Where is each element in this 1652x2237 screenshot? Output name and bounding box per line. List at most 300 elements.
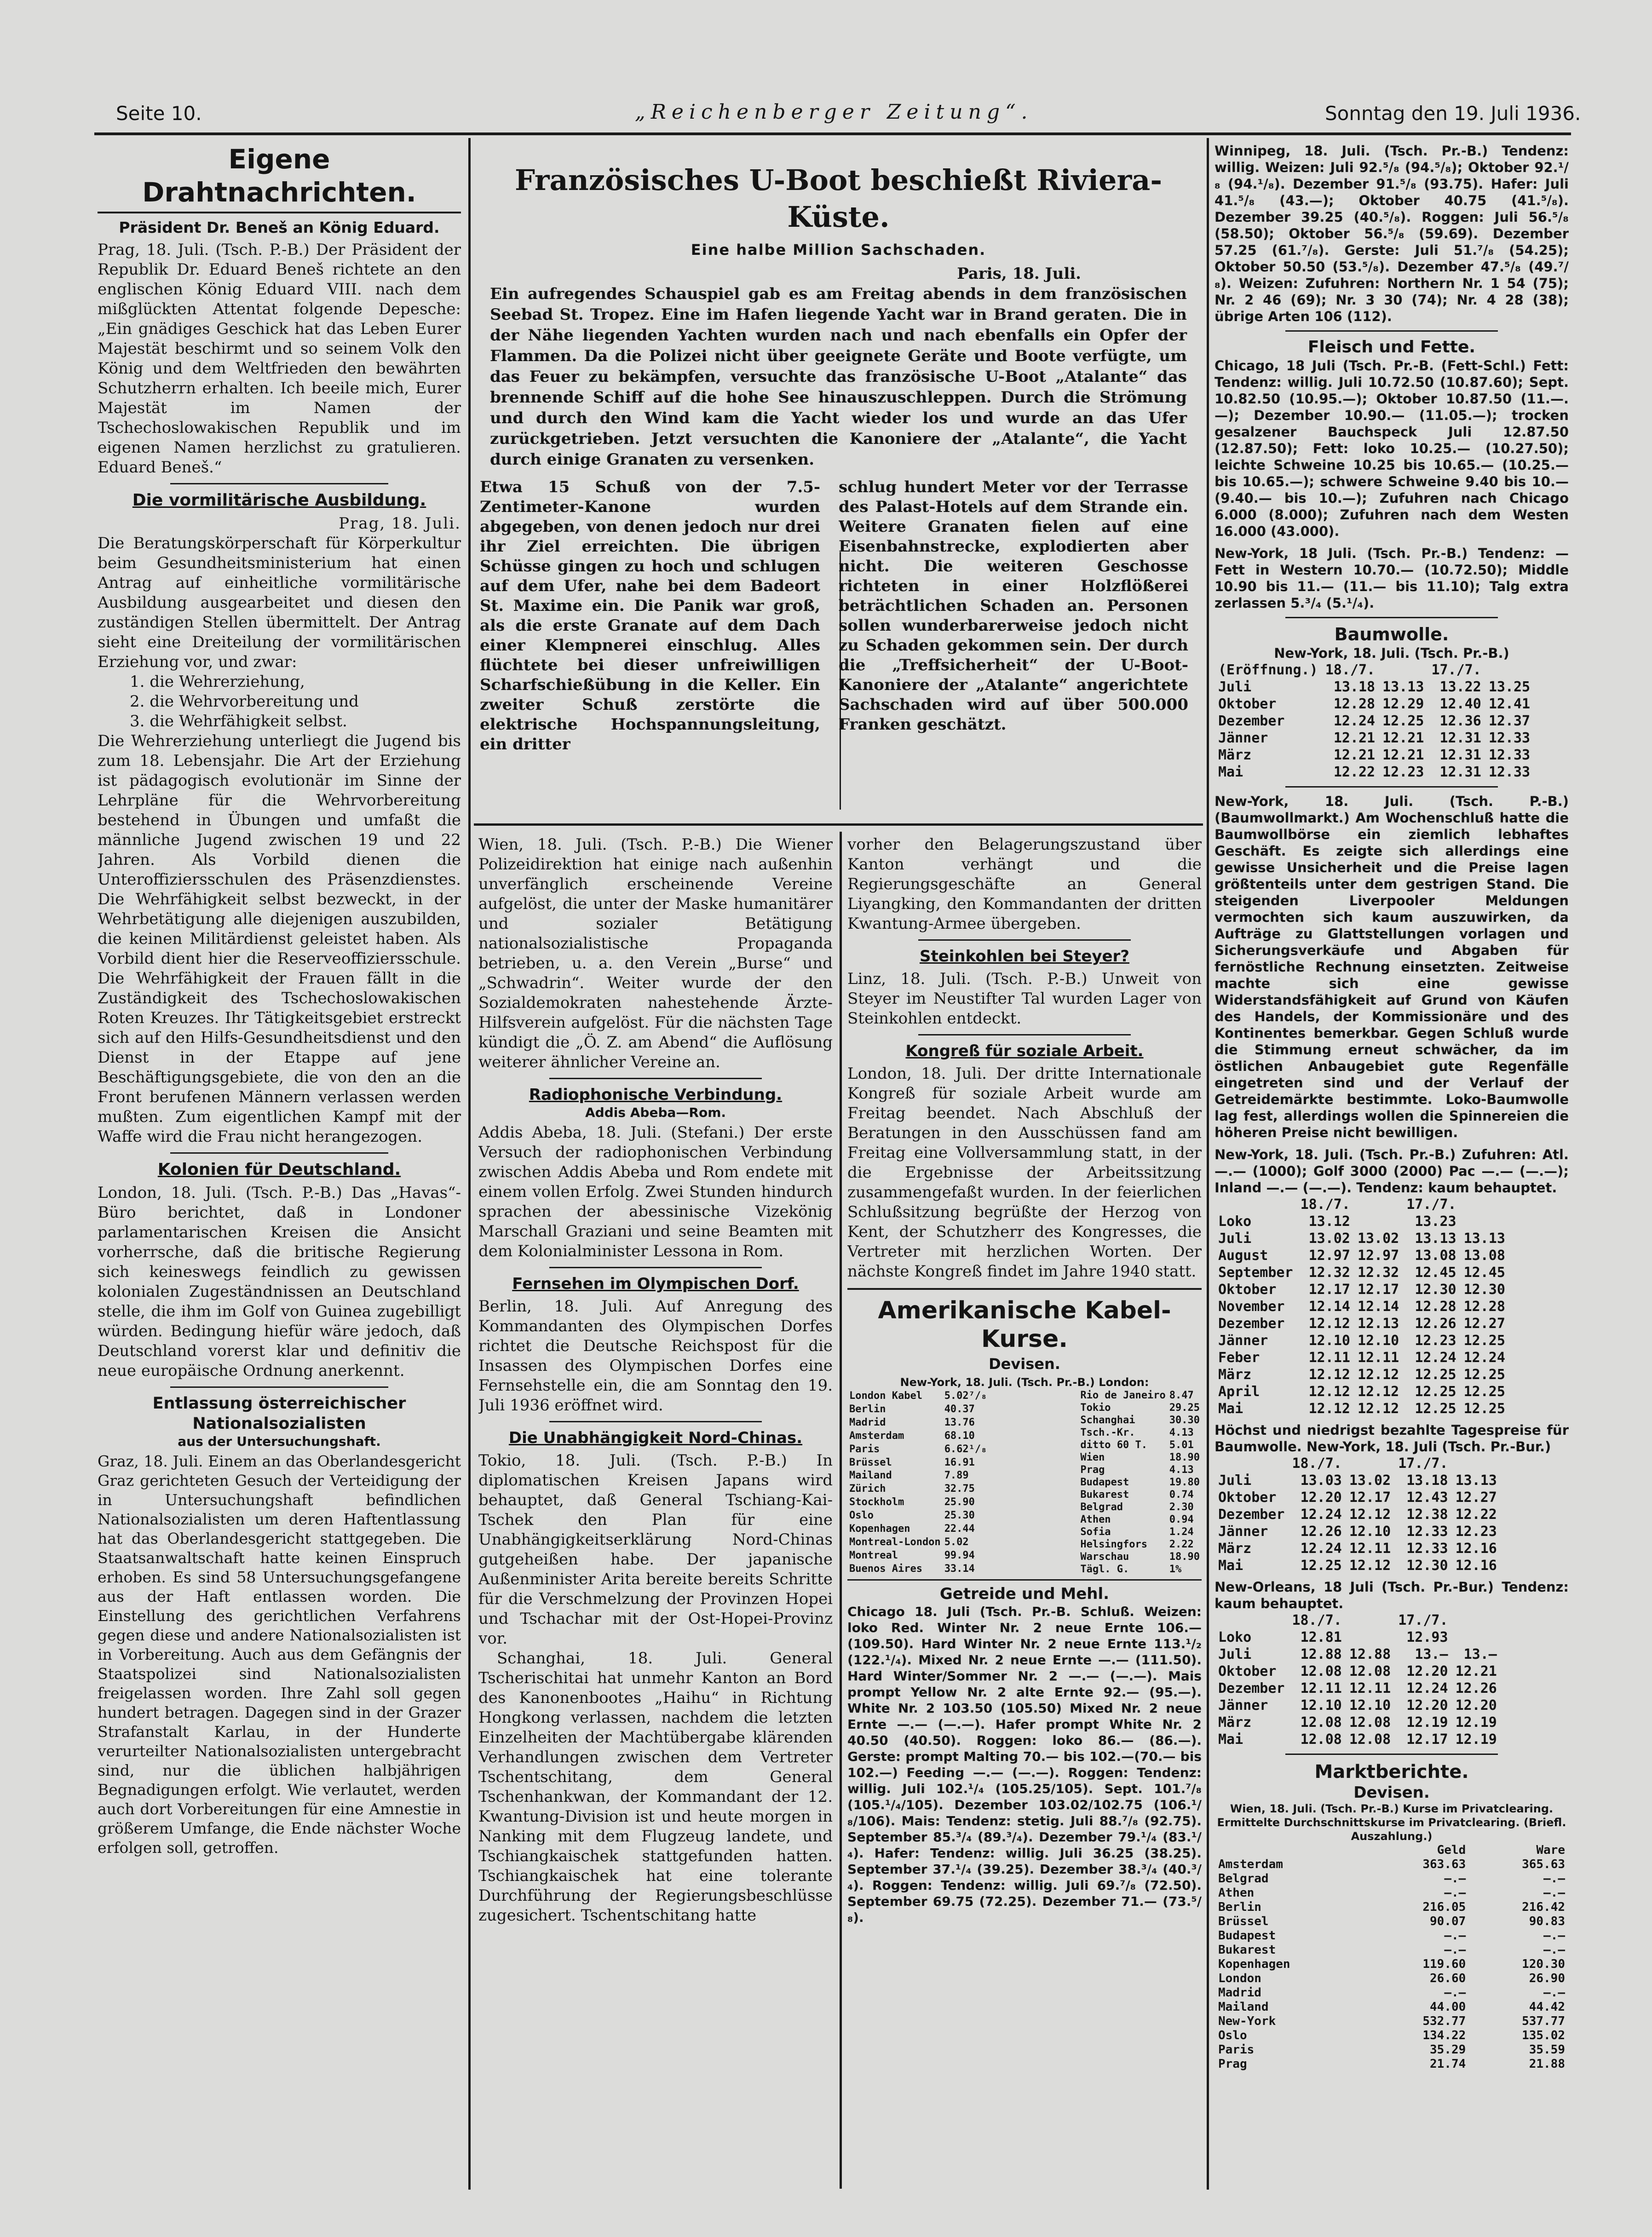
table-cell: 12.20 bbox=[1300, 1489, 1342, 1506]
table-cell: Kopenhagen bbox=[849, 1523, 910, 1535]
table-cell: 2.22 bbox=[1169, 1539, 1194, 1550]
table-cell: Belgrad bbox=[1218, 1872, 1269, 1886]
table-cell: 134.22 bbox=[1422, 2029, 1466, 2042]
table-cell: 13.13 bbox=[1382, 679, 1424, 695]
divider bbox=[170, 483, 388, 484]
table-cell: 13.18 bbox=[1406, 1472, 1448, 1489]
table-row bbox=[847, 1416, 989, 1429]
table-cell: 12.12 bbox=[1308, 1384, 1350, 1400]
table-header-cell: (Eröffnung.) bbox=[1218, 662, 1318, 678]
table-cell: 13.22 bbox=[1439, 679, 1481, 695]
table-cell: 12.10 bbox=[1357, 1333, 1399, 1349]
table-cell: —.— bbox=[1444, 1986, 1466, 2000]
table-cell: Feber bbox=[1218, 1350, 1260, 1366]
table-cell: Budapest bbox=[1218, 1929, 1276, 1943]
table-cell: Oktober bbox=[1218, 1489, 1277, 1506]
table-cell: 12.28 bbox=[1463, 1299, 1505, 1315]
table-cell: Budapest bbox=[1080, 1477, 1129, 1488]
table-cell: 12.97 bbox=[1357, 1248, 1399, 1264]
table-cell: Mai bbox=[1218, 1558, 1243, 1574]
table-row bbox=[847, 1429, 989, 1443]
table-cell: 12.16 bbox=[1455, 1558, 1497, 1574]
table-cell: 12.19 bbox=[1406, 1714, 1448, 1731]
table-row bbox=[847, 1482, 989, 1495]
table-cell: 12.27 bbox=[1455, 1489, 1497, 1506]
table-row bbox=[847, 1443, 989, 1456]
column-rule-3 bbox=[1207, 138, 1209, 2190]
table-row bbox=[1215, 1523, 1501, 1540]
article-head-tv: Fernsehen im Olympischen Dorf. bbox=[512, 1275, 799, 1293]
table-row bbox=[1215, 1506, 1501, 1523]
table-cell: 30.30 bbox=[1169, 1415, 1200, 1426]
table-cell: 13.03 bbox=[1300, 1472, 1342, 1489]
table-row bbox=[1215, 1714, 1501, 1731]
table-header-cell bbox=[1215, 1196, 1297, 1213]
table-cell: 12.14 bbox=[1308, 1299, 1350, 1315]
article-body-china-1: Tokio, 18. Juli. (Tsch. P.-B.) In diplomatischen Kreisen Japans wird behauptet, daß General Tschiang-Kai-Tschek den Plan für eine Unabhängigkeitserklärung Nord-Chinas gutgeheißen habe. Der japanische Außenminister Arita bereite bereits Schritte für die Verschmelzung der Provinzen Hopei und Tschachar mit der Ost-Hopei-Provinz vor. bbox=[478, 1451, 833, 1648]
table-cell: 1.24 bbox=[1169, 1526, 1194, 1538]
masthead: „Reichenberger Zeitung“. bbox=[635, 100, 1033, 124]
table-row bbox=[1215, 679, 1534, 696]
article-body-colonies: London, 18. Juli. (Tsch. P.-B.) Das „Havas“-Büro berichtet, daß in Londoner parlamentarischen Kreisen die Ansicht vorherrsche, daß die britische Regierung sich keineswegs feindlich zu gewissen kolonialen Zugeständnissen an Deutschland stelle, die ihm im Golf von Guinea zugebilligt würden. Bedingung hiefür wäre jedoch, daß Deutschland vorerst klar und definitiv die neue europäische Ordnung anerkennt. bbox=[98, 1184, 461, 1380]
divider bbox=[170, 1152, 388, 1154]
lead-subhead: Eine halbe Million Sachschaden. bbox=[691, 241, 986, 259]
table-cell: 25.30 bbox=[944, 1510, 975, 1522]
table-cell: Mai bbox=[1218, 764, 1243, 780]
table-cell: Berlin bbox=[849, 1403, 886, 1415]
table-cell: 21.74 bbox=[1430, 2057, 1466, 2071]
table-row bbox=[1215, 1929, 1569, 1943]
divider bbox=[549, 1078, 762, 1079]
lead-intro: Ein aufregendes Schauspiel gab es am Freitag abends in dem französischen Seebad St. Tropez. Eine im Hafen liegende Yacht war in Brand geraten. Die in der Nähe liegenden Yachten wurden nach und nach ebenfalls ein Opfer der Flammen. Da die Polizei nicht über geeignete Geräte und Boote verfügte, um das Feuer zu bekämpfen, versuchte das französische U-Boot „Atalante“ das brennende Schiff auf die hohe See hinauszuschleppen. Durch die Strömung und durch den Wind kam die Yacht wieder los und wurde an das Ufer zurückgetrieben. Jetzt versuchten die Kanoniere der „Atalante“, die Yacht durch einige Granaten zu versenken. bbox=[490, 285, 1187, 469]
table-cell: 13.13 bbox=[1415, 1231, 1456, 1247]
table-cell: 12.16 bbox=[1455, 1541, 1497, 1557]
table-cell: 12.24 bbox=[1406, 1680, 1448, 1696]
table-cell: 68.10 bbox=[944, 1430, 975, 1442]
table-row bbox=[1078, 1501, 1202, 1513]
table-cell: 120.30 bbox=[1522, 1957, 1565, 1971]
table-header-row bbox=[1215, 1612, 1501, 1629]
table-cell: 12.17 bbox=[1349, 1489, 1391, 1506]
table-row bbox=[847, 1495, 989, 1509]
table-cell: 12.33 bbox=[1488, 730, 1531, 746]
table-row bbox=[847, 1522, 989, 1535]
article-head-congress: Kongreß für soziale Arbeit. bbox=[905, 1042, 1144, 1060]
table-cell: Dezember bbox=[1218, 1680, 1285, 1696]
table-header-cell: 18./7. bbox=[1292, 1455, 1342, 1472]
table-cell: 12.25 bbox=[1463, 1401, 1505, 1417]
lead-body-left: Etwa 15 Schuß von der 7.5-Zentimeter-Kanone wurden abgegeben, von denen jedoch nur drei ihr Ziel erreichten. Die übrigen Schüsse gingen zu hoch und schlugen auf dem Ufer, nahe bei dem Badeort St. Maxime ein. Die Panik war groß, als die erste Granate auf dem Dach einer Klempnerei einschlug. Alles flüchtete bei dieser unfreiwilligen Scharfschießübung in die Keller. Ein zweiter Schuß zerstörte die elektrische Hochspannungsleitung, ein dritter bbox=[480, 478, 820, 753]
table-cell: 12.21 bbox=[1382, 730, 1424, 746]
table-cell: 12.25 bbox=[1463, 1333, 1505, 1349]
table-cell: 16.91 bbox=[944, 1456, 975, 1468]
table-cell: 12.31 bbox=[1439, 764, 1481, 780]
table-row bbox=[1078, 1526, 1202, 1538]
table-cell: 12.13 bbox=[1357, 1316, 1399, 1332]
table-cell: 2.30 bbox=[1169, 1501, 1194, 1513]
cotton-table-1 bbox=[1215, 661, 1534, 781]
table-cell: 12.24 bbox=[1415, 1350, 1456, 1366]
article-body-wien: Wien, 18. Juli. (Tsch. P.-B.) Die Wiener Polizeidirektion hat einige nach außenhin unverfänglich erscheinende Vereine aufgelöst, die unter der Maske humanitärer und sozialer Betätigung nationalsozialistische Propaganda betrieben, u. a. den Verein „Burse“ und „Schwadrin“. Weiter wurde der den Sozialdemokraten nahestehende Ärzte-Hilfsverein aufgelöst. Für die nächsten Tage kündigt die „Ö. Z. am Abend“ die Auflösung weiterer ähnlicher Vereine an. bbox=[478, 835, 833, 1071]
list-item: 1. die Wehrerziehung, bbox=[130, 673, 305, 691]
table-row bbox=[1078, 1563, 1202, 1576]
article-head-radio: Radiophonische Verbindung. bbox=[529, 1086, 783, 1104]
table-row bbox=[1215, 2029, 1569, 2043]
article-body-military-1: Die Beratungskörperschaft für Körperkultur beim Gesundheitsministerium hat einen Antrag auf einheitliche vormilitärische Ausbildung ausgearbeitet und diesen den zuständigen Stellen übermittelt. Der Antrag sieht eine Dreiteilung der vormilitärischen Erziehung vor, und zwar: bbox=[98, 534, 461, 671]
list-item: 3. die Wehrfähigkeit selbst. bbox=[130, 712, 347, 730]
table-cell: 12.10 bbox=[1308, 1333, 1350, 1349]
grain-head: Getreide und Mehl. bbox=[939, 1585, 1110, 1603]
table-cell: 0.74 bbox=[1169, 1489, 1194, 1501]
table-cell: 12.36 bbox=[1439, 713, 1481, 729]
table-cell: 12.10 bbox=[1300, 1697, 1342, 1714]
table-cell: 12.12 bbox=[1357, 1401, 1399, 1417]
table-cell: 26.90 bbox=[1529, 1972, 1565, 1985]
table-cell: 12.37 bbox=[1488, 713, 1531, 729]
table-cell: 5.02 bbox=[944, 1536, 969, 1548]
divider bbox=[1285, 1754, 1498, 1755]
table-cell bbox=[1452, 1629, 1501, 1646]
table-row bbox=[847, 1389, 989, 1403]
table-cell: 7.89 bbox=[944, 1470, 969, 1482]
table-cell: —.— bbox=[1543, 1943, 1565, 1957]
article-body-military-2: Die Wehrerziehung unterliegt die Jugend bis zum 18. Lebensjahr. Die Art der Erziehung ist pädagogisch evolutionär im Sinne der Lehrpläne für die Wehrvorbereitung bestehend in Übungen und umfaßt die männliche Jugend zwischen 19 und 22 Jahren. Als Vorbild dienen die Unteroffiziersschulen des Präsenzdienstes. Die Wehrfähigkeit selbst bezweckt, in der Wehrbetätigung alle diejenigen auszubilden, die keinen Militärdienst geleistet haben. Als Vorbild dient hier die Reserveoffiziersschule. Die Wehrfähigkeit der Frauen fällt in die Zuständigkeit des Tschechoslowakischen Roten Kreuzes. Ihr Tätigkeitsgebiet erstreckt sich auf den Hilfs-Gesundheitsdienst und den Dienst in der Etappe auf jene Beschäftigungsgebiete, die von den an die Front berufenen Männern verlassen werden mußten. Zum eigentlichen Kampf mit der Waffe wird die Frau nicht herangezogen. bbox=[98, 732, 461, 1146]
issue-date: Sonntag den 19. Juli 1936. bbox=[1325, 102, 1581, 125]
table-cell: 12.08 bbox=[1300, 1714, 1342, 1731]
table-cell: 12.27 bbox=[1463, 1316, 1505, 1332]
table-cell: 12.11 bbox=[1308, 1350, 1350, 1366]
article-head-colonies: Kolonien für Deutschland. bbox=[157, 1160, 401, 1179]
table-cell: Amsterdam bbox=[1218, 1857, 1283, 1871]
table-cell: Tägl. G. bbox=[1080, 1564, 1129, 1575]
table-cell: 12.30 bbox=[1415, 1282, 1456, 1298]
table-cell: Montreal-London bbox=[849, 1536, 941, 1548]
table-cell: 12.26 bbox=[1300, 1524, 1342, 1540]
table-cell: Amsterdam bbox=[849, 1430, 904, 1442]
table-cell: 12.32 bbox=[1308, 1265, 1350, 1281]
table-cell: ditto 60 T. bbox=[1080, 1439, 1148, 1451]
table-cell: 18.90 bbox=[1169, 1551, 1200, 1563]
table-row bbox=[1078, 1513, 1202, 1526]
lead-bottom-rule bbox=[474, 823, 1203, 826]
table-cell: 12.28 bbox=[1333, 696, 1376, 712]
table-header-cell bbox=[1346, 1455, 1394, 1472]
table-header-cell: 17./7. bbox=[1431, 662, 1481, 678]
article-body-benes: Prag, 18. Juli. (Tsch. P.-B.) Der Präsident der Republik Dr. Eduard Beneš richtete an den englischen König Eduard VIII. nach dem mißglückten Attentat folgende Depesche: „Ein gnädiges Geschick hat das Leben Eurer Majestät beschirmt und so seinem Volk den König und dem Weltfrieden den bewährten Schutzherrn erhalten. Ich beeile mich, Eurer Majestät im Namen der Tschechoslowakischen Republik und im eigenen Namen herzlichst zu gratulieren. Eduard Beneš.“ bbox=[98, 241, 461, 477]
table-row bbox=[1215, 1943, 1569, 1957]
table-cell: 90.83 bbox=[1529, 1915, 1565, 1928]
table-cell: 44.00 bbox=[1430, 2000, 1466, 2014]
table-header-cell: 18./7. bbox=[1325, 662, 1376, 678]
table-row bbox=[1078, 1476, 1202, 1489]
table-row bbox=[847, 1469, 989, 1483]
table-row bbox=[1215, 1731, 1501, 1748]
table-cell: Juli bbox=[1218, 1472, 1252, 1489]
table-cell: 12.11 bbox=[1357, 1350, 1399, 1366]
table-row bbox=[1215, 747, 1534, 764]
table-row bbox=[1215, 1915, 1569, 1929]
table-cell: 5.02⁷/₈ bbox=[944, 1390, 987, 1402]
table-cell: Wien bbox=[1080, 1452, 1105, 1463]
table-cell: 12.33 bbox=[1488, 747, 1531, 763]
article-head-austria: Entlassung österreichischer Nationalsozialisten bbox=[152, 1394, 406, 1433]
table-row bbox=[1215, 1472, 1501, 1489]
table-cell: Oslo bbox=[1218, 2029, 1247, 2042]
table-cell: 12.12 bbox=[1308, 1367, 1350, 1383]
table-cell: —.— bbox=[1444, 1872, 1466, 1886]
table-cell: 12.93 bbox=[1406, 1629, 1448, 1645]
table-cell: Athen bbox=[1218, 1886, 1255, 1900]
table-header-cell bbox=[1215, 1612, 1289, 1629]
table-cell: 12.33 bbox=[1406, 1524, 1448, 1540]
table-cell: 12.12 bbox=[1349, 1558, 1391, 1574]
table-cell: 35.59 bbox=[1529, 2043, 1565, 2057]
table-cell: April bbox=[1218, 1384, 1260, 1400]
table-row bbox=[1215, 730, 1534, 747]
table-cell: 4.13 bbox=[1169, 1464, 1194, 1476]
table-cell: August bbox=[1218, 1248, 1268, 1264]
table-row bbox=[847, 1509, 989, 1522]
table-row bbox=[1215, 1886, 1569, 1900]
table-row bbox=[847, 1403, 989, 1416]
table-cell: Mailand bbox=[849, 1470, 892, 1482]
lead-article bbox=[476, 144, 1201, 820]
table-cell: März bbox=[1218, 1541, 1252, 1557]
divider bbox=[1285, 330, 1498, 332]
market-head: Marktberichte. bbox=[1314, 1761, 1469, 1783]
table-row bbox=[1215, 1663, 1501, 1680]
table-cell: 12.08 bbox=[1349, 1663, 1391, 1679]
table-row bbox=[1215, 2057, 1569, 2071]
table-cell: 12.40 bbox=[1439, 696, 1481, 712]
table-cell: —.— bbox=[1444, 1886, 1466, 1900]
article-body-radio: Addis Abeba, 18. Juli. (Stefani.) Der erste Versuch der radiophonischen Verbindung zwischen Addis Abeba und Rom endete mit einem vollen Erfolg. Zwei Stunden hindurch sprachen der abessinische Vizekönig Marschall Graziani und seine Beamten mit dem Kolonialminister Lessona in Rom. bbox=[478, 1123, 833, 1260]
article-sub-radio: Addis Abeba—Rom. bbox=[585, 1105, 726, 1120]
table-cell: 12.45 bbox=[1463, 1265, 1505, 1281]
ny-fat-report: New-York, 18 Juli. (Tsch. Pr.-B.) Tendenz: — Fett in Western 10.70.— (10.72.50); Middle 10.90 bis 11.— (11.— bis 11.10); Talg extra zerlassen 5.³/₄ (5.¹/₄). bbox=[1215, 546, 1569, 611]
table-header-cell: 18./7. bbox=[1300, 1196, 1350, 1213]
column-4 bbox=[1215, 143, 1569, 2185]
table-row bbox=[1215, 2014, 1569, 2029]
table-cell: 1% bbox=[1169, 1564, 1182, 1575]
table-row bbox=[1215, 1213, 1509, 1230]
table-cell: 12.88 bbox=[1300, 1646, 1342, 1662]
table-cell: Kopenhagen bbox=[1218, 1957, 1290, 1971]
table-cell: 44.42 bbox=[1529, 2000, 1565, 2014]
table-cell: 13.23 bbox=[1415, 1213, 1456, 1230]
table-cell: 13.08 bbox=[1415, 1248, 1456, 1264]
table-cell: 12.11 bbox=[1300, 1680, 1342, 1696]
military-list bbox=[98, 672, 461, 731]
table-cell: 12.26 bbox=[1415, 1316, 1456, 1332]
table-cell: 12.12 bbox=[1308, 1316, 1350, 1332]
table-cell: 12.12 bbox=[1349, 1507, 1391, 1523]
table-row bbox=[1215, 1697, 1501, 1714]
table-row bbox=[1078, 1439, 1202, 1451]
table-cell: 12.08 bbox=[1349, 1714, 1391, 1731]
table-cell: 12.19 bbox=[1455, 1731, 1497, 1748]
table-row bbox=[1215, 2043, 1569, 2057]
cotton3-caption: Höchst und niedrigst bezahlte Tagespreise für Baumwolle. New-York, 18. Juli (Tsch. Pr.-Bur.) bbox=[1215, 1422, 1569, 1455]
table-cell: 12.17 bbox=[1357, 1282, 1399, 1298]
table-cell: Tokio bbox=[1080, 1402, 1111, 1414]
table-cell: 12.22 bbox=[1333, 764, 1376, 780]
table-cell: 216.42 bbox=[1522, 1900, 1565, 1914]
table-row bbox=[1215, 1281, 1509, 1298]
table-cell: 12.38 bbox=[1406, 1507, 1448, 1523]
table-cell: —.— bbox=[1543, 1872, 1565, 1886]
table-row bbox=[1215, 1900, 1569, 1915]
table-row bbox=[1078, 1402, 1202, 1414]
table-cell: Buenos Aires bbox=[849, 1563, 922, 1575]
table-cell: Mai bbox=[1218, 1731, 1243, 1748]
table-row bbox=[1215, 1540, 1501, 1557]
table-cell: 12.08 bbox=[1300, 1731, 1342, 1748]
table-cell: September bbox=[1218, 1265, 1293, 1281]
table-cell: 35.29 bbox=[1430, 2043, 1466, 2057]
table-cell: Warschau bbox=[1080, 1551, 1129, 1563]
table-row bbox=[1078, 1451, 1202, 1464]
table-row bbox=[1215, 1857, 1569, 1872]
table-cell: 12.25 bbox=[1463, 1367, 1505, 1383]
table-row bbox=[1078, 1414, 1202, 1426]
table-cell: 26.60 bbox=[1430, 1972, 1466, 1985]
table-cell: 32.75 bbox=[944, 1483, 975, 1495]
divider bbox=[847, 1579, 1202, 1581]
table-cell: 12.24 bbox=[1300, 1507, 1342, 1523]
table-cell: 12.22 bbox=[1455, 1507, 1497, 1523]
divider bbox=[918, 939, 1131, 941]
table-cell: 13.02 bbox=[1357, 1231, 1399, 1247]
table-row bbox=[1215, 1986, 1569, 2000]
table-header-row bbox=[1215, 1843, 1569, 1857]
table-cell: 12.26 bbox=[1455, 1680, 1497, 1696]
table-cell: Brüssel bbox=[849, 1456, 892, 1468]
table-header-cell: Geld bbox=[1437, 1843, 1466, 1857]
divider bbox=[170, 1386, 388, 1388]
table-cell: 363.63 bbox=[1422, 1857, 1466, 1871]
kabel-table-right bbox=[1078, 1389, 1202, 1576]
table-row bbox=[1215, 1383, 1509, 1400]
table-header-cell bbox=[1452, 1455, 1501, 1472]
table-cell: 12.20 bbox=[1455, 1697, 1497, 1714]
divider bbox=[918, 1034, 1131, 1035]
table-cell: 12.21 bbox=[1333, 730, 1376, 746]
table-cell bbox=[1346, 1629, 1394, 1646]
table-row bbox=[847, 1456, 989, 1469]
table-cell: Jänner bbox=[1218, 1333, 1268, 1349]
table-cell: 4.13 bbox=[1169, 1427, 1194, 1438]
table-cell: 12.17 bbox=[1406, 1731, 1448, 1748]
header-rule bbox=[94, 132, 1571, 135]
table-cell: Loko bbox=[1218, 1629, 1252, 1645]
table-cell: 12.28 bbox=[1415, 1299, 1456, 1315]
table-cell: Prag bbox=[1218, 2057, 1247, 2071]
table-row bbox=[847, 1562, 989, 1576]
table-cell: 12.21 bbox=[1333, 747, 1376, 763]
table-cell: Paris bbox=[1218, 2043, 1255, 2057]
list-item: 2. die Wehrvorbereitung und bbox=[130, 692, 359, 711]
table-cell: 216.05 bbox=[1422, 1900, 1466, 1914]
table-cell: —.— bbox=[1444, 1943, 1466, 1957]
table-cell: 12.12 bbox=[1357, 1384, 1399, 1400]
table-row bbox=[1215, 1366, 1509, 1383]
table-cell: 12.17 bbox=[1308, 1282, 1350, 1298]
wien-caption: Wien, 18. Juli. (Tsch. Pr.-B.) Kurse im Privatclearing. Ermittelte Durchschnittskurse im Privatclearing. (Briefl. Auszahlung.) bbox=[1217, 1802, 1566, 1843]
table-cell: Madrid bbox=[849, 1416, 886, 1428]
table-row bbox=[1215, 764, 1534, 781]
table-cell: Oktober bbox=[1218, 1663, 1277, 1679]
table-cell: Mai bbox=[1218, 1401, 1243, 1417]
table-cell: 12.08 bbox=[1349, 1731, 1391, 1748]
table-cell: 12.30 bbox=[1406, 1558, 1448, 1574]
table-row bbox=[1215, 1230, 1509, 1247]
table-row bbox=[847, 1549, 989, 1562]
table-cell: Rio de Janeiro bbox=[1080, 1390, 1166, 1401]
table-cell: 12.33 bbox=[1488, 764, 1531, 780]
table-cell: Juli bbox=[1218, 1646, 1252, 1662]
table-cell: 12.11 bbox=[1349, 1541, 1391, 1557]
table-cell: Jänner bbox=[1218, 1524, 1268, 1540]
article-body-coal: Linz, 18. Juli. (Tsch. P.-B.) Unweit von Steyer im Neustifter Tal wurden Lager von Steinkohlen entdeckt. bbox=[847, 970, 1202, 1028]
table-cell: Athen bbox=[1080, 1514, 1111, 1525]
table-cell: Dezember bbox=[1218, 1507, 1285, 1523]
table-cell: 12.45 bbox=[1415, 1265, 1456, 1281]
table-cell: —.— bbox=[1543, 1929, 1565, 1943]
table-cell: Belgrad bbox=[1080, 1501, 1123, 1513]
table-cell: 12.23 bbox=[1382, 764, 1424, 780]
table-cell: Schanghai bbox=[1080, 1415, 1135, 1426]
table-header-row bbox=[1215, 661, 1534, 679]
table-cell: 12.21 bbox=[1382, 747, 1424, 763]
table-cell: Oslo bbox=[849, 1510, 874, 1522]
lead-dateline: Paris, 18. Juli. bbox=[957, 265, 1081, 283]
table-cell: 13.— bbox=[1415, 1646, 1448, 1662]
table-header-cell bbox=[1460, 1196, 1509, 1213]
table-cell: Dezember bbox=[1218, 713, 1285, 729]
lead-headline: Französisches U-Boot beschießt Riviera-Küste. bbox=[514, 163, 1163, 234]
table-cell: März bbox=[1218, 747, 1252, 763]
table-row bbox=[1215, 1680, 1501, 1697]
table-cell: November bbox=[1218, 1299, 1285, 1315]
kabel-title: Amerikanische Kabel-Kurse. bbox=[878, 1297, 1171, 1353]
article-body-kanton: vorher den Belagerungszustand über Kanton verhängt und die Regierungsgeschäfte an General Liyangking, den Kommandanten der dritten Kwantung-Armee übergeben. bbox=[847, 835, 1202, 933]
table-cell: 13.25 bbox=[1488, 679, 1531, 695]
table-cell: Sofia bbox=[1080, 1526, 1111, 1538]
table-cell: 18.90 bbox=[1169, 1452, 1200, 1463]
article-sub-austria: aus der Untersuchungshaft. bbox=[178, 1434, 381, 1449]
article-body-tv: Berlin, 18. Juli. Auf Anregung des Kommandanten des Olympischen Dorfes richtet die Deutsche Reichspost für die Insassen des Olympischen Dorfes eine Fernsehstelle ein, die am Sonntag den 19. Juli 1936 eröffnet wird. bbox=[478, 1297, 833, 1415]
table-cell: Berlin bbox=[1218, 1900, 1261, 1914]
table-cell: Madrid bbox=[1218, 1986, 1261, 2000]
table-cell: 12.12 bbox=[1308, 1401, 1350, 1417]
table-cell: 12.25 bbox=[1300, 1558, 1342, 1574]
table-cell: Juli bbox=[1218, 679, 1252, 695]
table-cell: 12.29 bbox=[1382, 696, 1424, 712]
table-header-cell: 17./7. bbox=[1398, 1455, 1448, 1472]
table-cell: 12.33 bbox=[1406, 1541, 1448, 1557]
table-cell: 12.41 bbox=[1488, 696, 1531, 712]
table-header-cell: Ware bbox=[1536, 1843, 1565, 1857]
dateline-military: Prag, 18. Juli. bbox=[339, 514, 461, 533]
table-cell: 12.25 bbox=[1463, 1384, 1505, 1400]
table-header-cell bbox=[1215, 1455, 1289, 1472]
table-header-cell: 17./7. bbox=[1398, 1612, 1448, 1628]
table-cell: Prag bbox=[1080, 1464, 1105, 1476]
table-cell: Montreal bbox=[849, 1550, 898, 1562]
kabel-table-left bbox=[847, 1389, 989, 1576]
table-cell: —.— bbox=[1543, 1986, 1565, 2000]
